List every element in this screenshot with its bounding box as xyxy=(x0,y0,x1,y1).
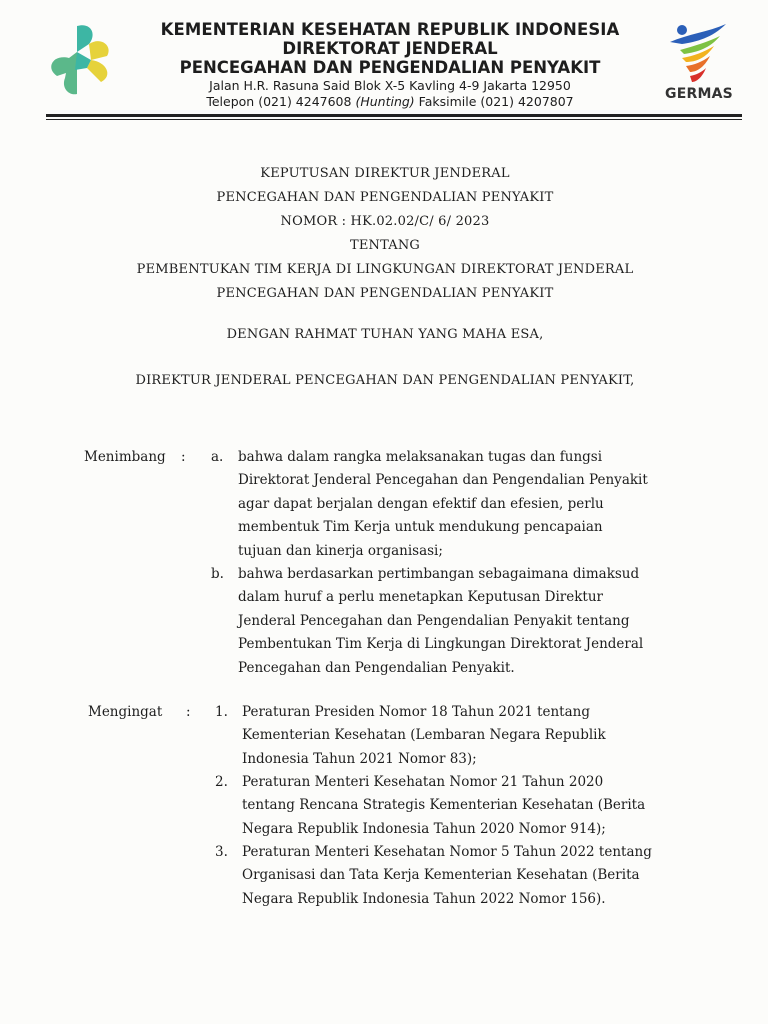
decree-number: NOMOR : HK.02.02/C/ 6/ 2023 xyxy=(280,214,490,229)
contact-line xyxy=(130,94,650,110)
menimbang-marker-a: a. xyxy=(211,449,224,465)
decree-title-2: PENCEGAHAN DAN PENGENDALIAN PENYAKIT xyxy=(216,190,554,205)
kemenkes-logo xyxy=(42,22,124,98)
decree-about: TENTANG xyxy=(349,238,421,253)
menimbang-colon: : xyxy=(181,449,186,465)
menimbang-item-b xyxy=(238,563,685,680)
fax: Faksimile (021) 4207807 xyxy=(418,94,574,109)
text-line: bahwa dalam rangka melaksanakan tugas dan fungsi xyxy=(238,449,603,465)
text-line: Peraturan Menteri Kesehatan Nomor 5 Tahun 2022 tentang xyxy=(242,844,652,860)
decree-subject: PEMBENTUKAN TIM KERJA DI LINGKUNGAN DIREKTORAT JENDERAL xyxy=(136,262,634,277)
letterhead-divider-thin xyxy=(46,119,742,120)
text-line: tujuan dan kinerja organisasi; xyxy=(238,542,443,559)
menimbang-section xyxy=(0,446,768,686)
text-line: Negara Republik Indonesia Tahun 2020 Nomor 914); xyxy=(242,820,606,837)
text-line: Pencegahan dan Pengendalian Penyakit. xyxy=(238,659,515,676)
hunting-note: (Hunting) xyxy=(355,94,415,109)
mengingat-marker-3: 3. xyxy=(215,844,228,860)
decree-subject-2: PENCEGAHAN DAN PENGENDALIAN PENYAKIT xyxy=(216,286,554,301)
address: Jalan H.R. Rasuna Said Blok X-5 Kavling 4-9 Jakarta 12950 xyxy=(209,78,571,93)
germas-label: GERMAS xyxy=(665,86,733,102)
mengingat-item-2 xyxy=(242,771,687,841)
directorate-division: PENCEGAHAN DAN PENGENDALIAN PENYAKIT xyxy=(179,58,601,77)
letterhead xyxy=(130,20,650,110)
mengingat-section xyxy=(0,701,768,911)
menimbang-label: Menimbang xyxy=(84,449,166,465)
mengingat-colon: : xyxy=(186,704,191,720)
text-line: Peraturan Presiden Nomor 18 Tahun 2021 tentang xyxy=(242,704,590,720)
decree-title-block xyxy=(60,162,710,306)
text-line: Direktorat Jenderal Pencegahan dan Pengendalian Penyakit xyxy=(238,472,648,489)
text-line: Indonesia Tahun 2021 Nomor 83); xyxy=(242,750,477,767)
mengingat-label: Mengingat xyxy=(88,704,163,720)
text-line: dalam huruf a perlu menetapkan Keputusan Direktur xyxy=(238,589,603,606)
letterhead-divider xyxy=(46,114,742,117)
mengingat-item-3 xyxy=(242,841,687,911)
text-line: Organisasi dan Tata Kerja Kementerian Kesehatan (Berita xyxy=(242,867,640,884)
official-title: DIREKTUR JENDERAL PENCEGAHAN DAN PENGENDALIAN PENYAKIT, xyxy=(135,373,635,388)
mengingat-marker-1: 1. xyxy=(215,704,228,720)
text-line: Negara Republik Indonesia Tahun 2022 Nomor 156). xyxy=(242,890,606,907)
decree-title: KEPUTUSAN DIREKTUR JENDERAL xyxy=(260,166,510,181)
text-line: Peraturan Menteri Kesehatan Nomor 21 Tahun 2020 xyxy=(242,774,604,790)
text-line: Kementerian Kesehatan (Lembaran Negara Republik xyxy=(242,727,606,744)
ministry-name: KEMENTERIAN KESEHATAN REPUBLIK INDONESIA xyxy=(160,20,620,39)
text-line: Jenderal Pencegahan dan Pengendalian Penyakit tentang xyxy=(238,612,630,629)
menimbang-marker-b: b. xyxy=(211,566,224,582)
text-line: membentuk Tim Kerja untuk mendukung pencapaian xyxy=(238,519,603,536)
mengingat-item-1 xyxy=(242,701,687,771)
text-line: agar dapat berjalan dengan efektif dan efesien, perlu xyxy=(238,495,604,512)
phone: Telepon (021) 4247608 xyxy=(206,94,352,109)
blessing: DENGAN RAHMAT TUHAN YANG MAHA ESA, xyxy=(226,327,544,342)
menimbang-item-a xyxy=(238,446,685,563)
text-line: tentang Rencana Strategis Kementerian Kesehatan (Berita xyxy=(242,797,646,814)
text-line: bahwa berdasarkan pertimbangan sebagaimana dimaksud xyxy=(238,566,640,582)
directorate-name: DIREKTORAT JENDERAL xyxy=(282,39,498,58)
mengingat-marker-2: 2. xyxy=(215,774,228,790)
text-line: Pembentukan Tim Kerja di Lingkungan Direktorat Jenderal xyxy=(238,636,644,653)
germas-logo xyxy=(660,20,738,106)
